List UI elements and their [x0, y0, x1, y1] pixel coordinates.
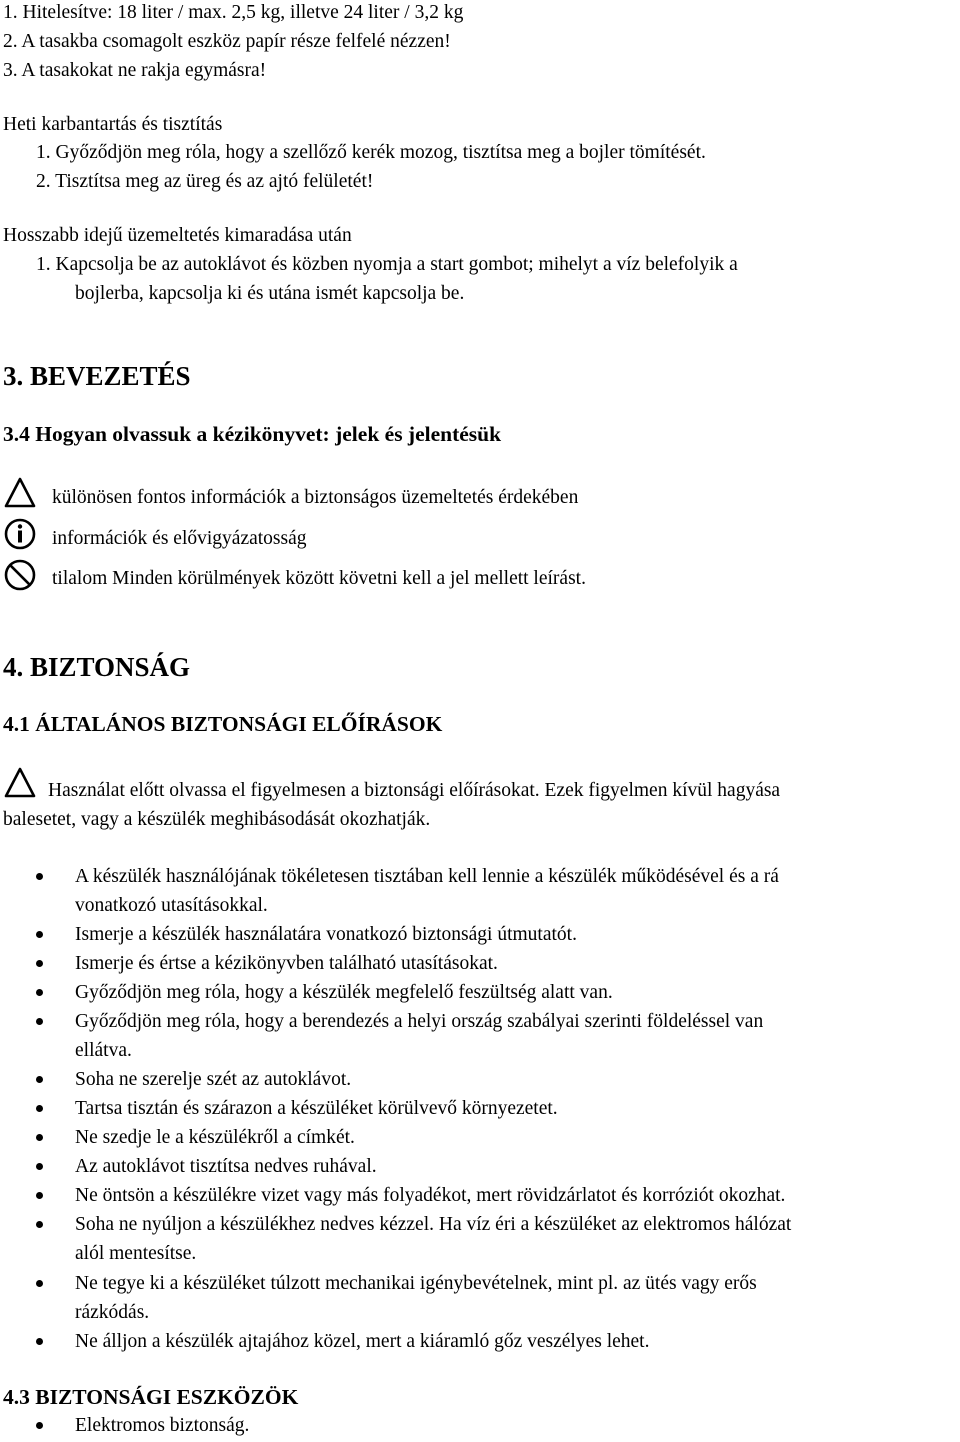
safety-bullet-1-line1: A készülék használójának tökéletesen tisztában kell lennie a készülék működésével és a rá — [75, 866, 779, 887]
symbol-warning-text: különösen fontos információk a biztonságos üzemeltetés érdekében — [52, 487, 579, 508]
safety-bullet-10: Ne öntsön a készülékre vizet vagy más folyadékot, mert rövidzárlatot és korróziót okozhat. — [75, 1185, 786, 1206]
bullet-dot — [36, 873, 43, 880]
long-pause-item-line1: 1. Kapcsolja be az autoklávot és közben nyomja a start gombot; mihelyt a víz belefolyik a — [36, 254, 738, 275]
bullet-dot — [36, 1105, 43, 1112]
section4-subtitle: 4.1 ÁLTALÁNOS BIZTONSÁGI ELŐÍRÁSOK — [3, 712, 443, 736]
symbol-prohibition-text: tilalom Minden körülmények között követni kell a jel mellett leírást. — [52, 568, 586, 589]
bullet-dot — [36, 931, 43, 938]
prohibition-icon — [3, 558, 37, 592]
weekly-item-1: 1. Győződjön meg róla, hogy a szellőző kerék mozog, tisztítsa meg a bojler tömítését. — [36, 142, 706, 163]
safety-bullet-1-line2: vonatkozó utasításokkal. — [75, 895, 268, 916]
bullet-dot — [36, 989, 43, 996]
warning-triangle-icon — [3, 766, 37, 800]
bullet-dot — [36, 1221, 43, 1228]
safety-bullet-3: Ismerje és értse a kézikönyvben található utasításokat. — [75, 953, 498, 974]
section4-intro-line2: balesetet, vagy a készülék meghibásodását okozhatják. — [3, 809, 431, 830]
safety-bullet-5-line2: ellátva. — [75, 1040, 132, 1061]
safety-bullet-5-line1: Győződjön meg róla, hogy a berendezés a helyi ország szabályai szerinti földeléssel van — [75, 1011, 764, 1032]
warning-triangle-icon — [3, 476, 37, 510]
bullet-dot — [36, 1163, 43, 1170]
top-list-item-1: 1. Hitelesítve: 18 liter / max. 2,5 kg, illetve 24 liter / 3,2 kg — [3, 2, 464, 23]
bullet-dot — [36, 960, 43, 967]
long-pause-item-line2: bojlerba, kapcsolja ki és utána ismét kapcsolja be. — [75, 283, 465, 304]
safety-bullet-8: Ne szedje le a készülékről a címkét. — [75, 1127, 355, 1148]
section43-bullet-1: Elektromos biztonság. — [75, 1415, 250, 1436]
safety-bullet-12-line1: Ne tegye ki a készüléket túlzott mechanikai igénybevételnek, mint pl. az ütés vagy erős — [75, 1273, 757, 1294]
weekly-title: Heti karbantartás és tisztítás — [3, 114, 223, 135]
safety-bullet-4: Győződjön meg róla, hogy a készülék megfelelő feszültség alatt van. — [75, 982, 613, 1003]
safety-bullet-11-line2: alól mentesítse. — [75, 1243, 197, 1264]
safety-bullet-9: Az autoklávot tisztítsa nedves ruhával. — [75, 1156, 377, 1177]
top-list-item-3: 3. A tasakokat ne rakja egymásra! — [3, 60, 267, 81]
section3-subtitle: 3.4 Hogyan olvassuk a kézikönyvet: jelek és jelentésük — [3, 422, 502, 446]
safety-bullet-13: Ne álljon a készülék ajtajához közel, mert a kiáramló gőz veszélyes lehet. — [75, 1331, 650, 1352]
safety-bullet-11-line1: Soha ne nyúljon a készülékhez nedves kézzel. Ha víz éri a készüléket az elektromos hálózat — [75, 1214, 792, 1235]
long-pause-title: Hosszabb idejű üzemeltetés kimaradása után — [3, 225, 352, 246]
section4-title: 4. BIZTONSÁG — [3, 652, 191, 682]
top-list-item-2: 2. A tasakba csomagolt eszköz papír része felfelé nézzen! — [3, 31, 451, 52]
bullet-dot — [36, 1134, 43, 1141]
safety-bullet-12-line2: rázkódás. — [75, 1302, 150, 1323]
weekly-item-2: 2. Tisztítsa meg az üreg és az ajtó felületét! — [36, 171, 374, 192]
section43-title: 4.3 BIZTONSÁGI ESZKÖZÖK — [3, 1385, 299, 1409]
section3-title: 3. BEVEZETÉS — [3, 361, 191, 391]
bullet-dot — [36, 1280, 43, 1287]
safety-bullet-2: Ismerje a készülék használatára vonatkozó biztonsági útmutatót. — [75, 924, 577, 945]
bullet-dot — [36, 1192, 43, 1199]
bullet-dot — [36, 1076, 43, 1083]
bullet-dot — [36, 1018, 43, 1025]
safety-bullet-6: Soha ne szerelje szét az autoklávot. — [75, 1069, 352, 1090]
bullet-dot — [36, 1422, 43, 1429]
symbol-info-text: információk és elővigyázatosság — [52, 528, 307, 549]
bullet-dot — [36, 1338, 43, 1345]
safety-bullet-7: Tartsa tisztán és szárazon a készüléket körülvevő környezetet. — [75, 1098, 558, 1119]
section4-intro-line1: Használat előtt olvassa el figyelmesen a biztonsági előírásokat. Ezek figyelmen kívül hagyása — [48, 780, 781, 801]
info-circle-icon — [3, 517, 37, 551]
